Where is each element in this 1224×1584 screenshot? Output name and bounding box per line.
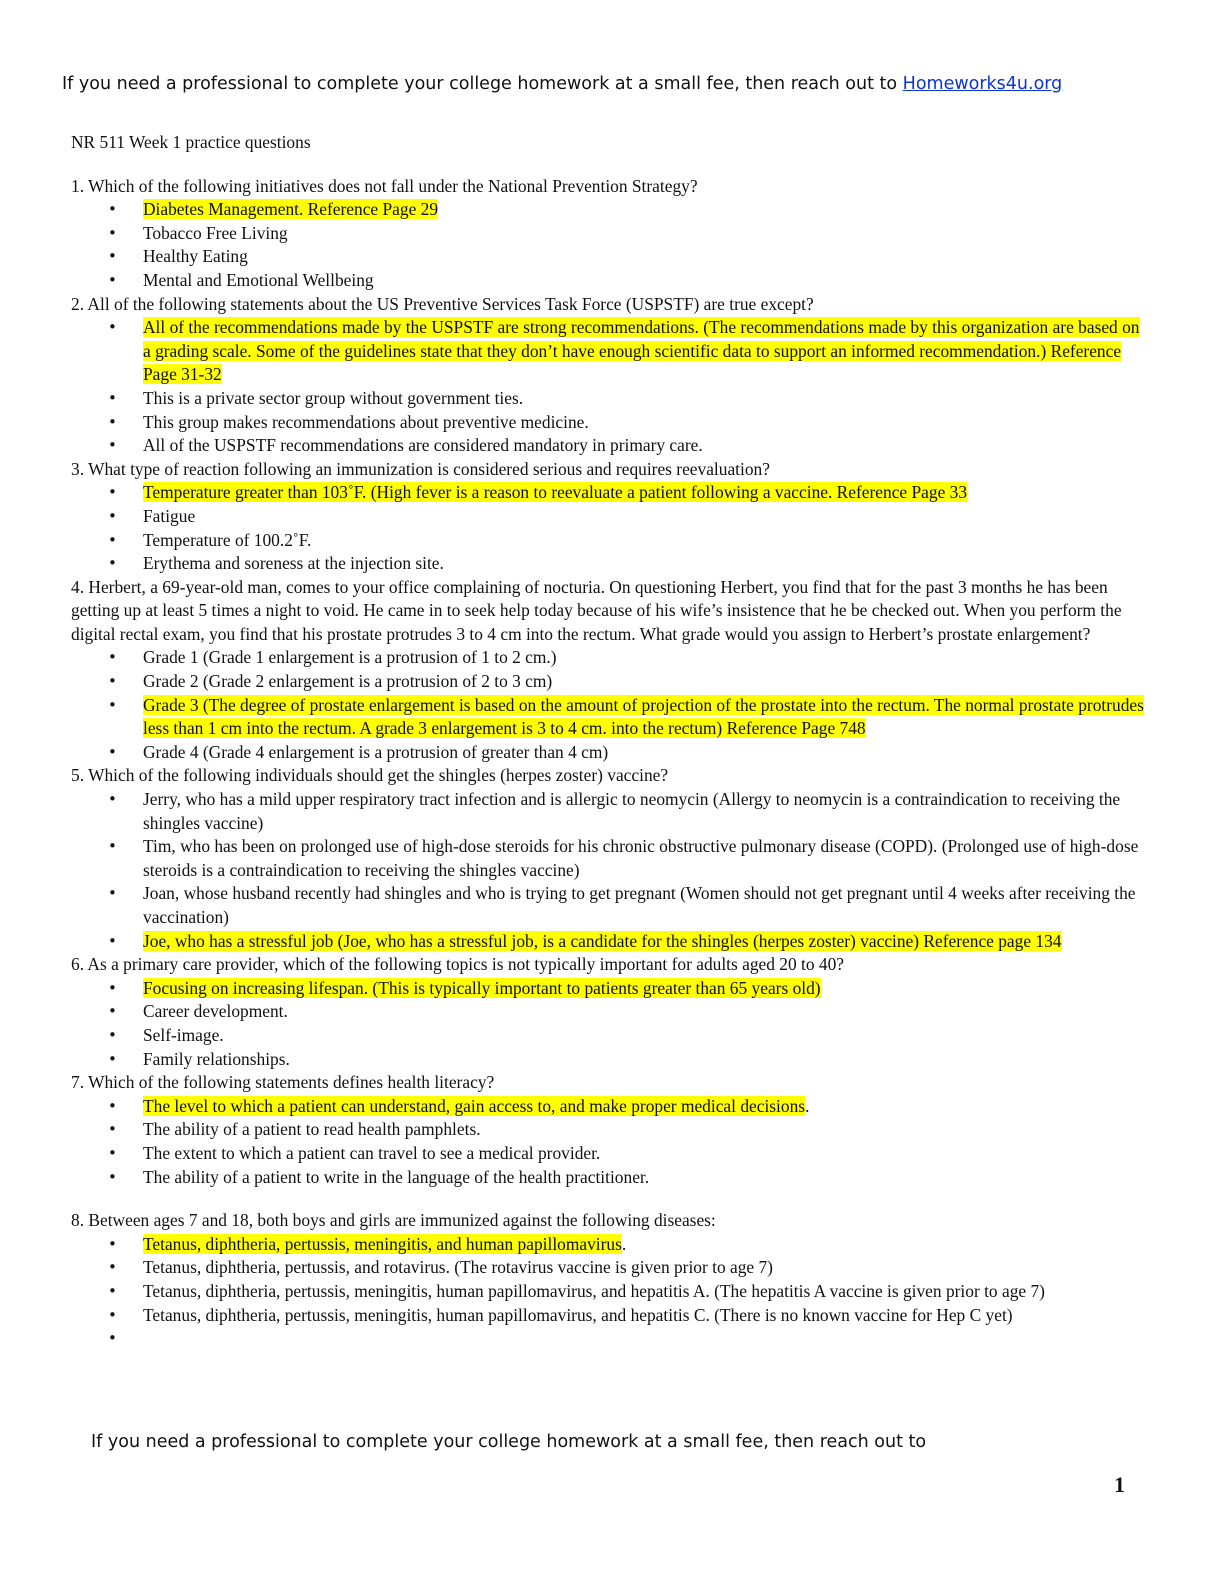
- answer-option: [71, 1118, 1151, 1142]
- answer-option: [71, 694, 1151, 741]
- highlighted-answer: Grade 3 (The degree of prostate enlargement is based on the amount of projection of the prostate into the rectum. The normal prostate protrudes less than 1 cm into the rectum. A grade 3 enlargement is 3 to 4 cm. into the rectum) Reference Page 748: [143, 694, 1144, 739]
- option-text: Temperature of 100.2˚F.: [143, 529, 312, 550]
- answer-option: [71, 387, 1151, 411]
- answer-option: [71, 269, 1151, 293]
- question-3-options: [71, 481, 1151, 575]
- answer-option: [71, 411, 1151, 435]
- answer-option: [71, 505, 1151, 529]
- option-text: Career development.: [143, 1001, 288, 1022]
- question-6-options: [71, 977, 1151, 1071]
- document-title: NR 511 Week 1 practice questions: [71, 132, 311, 152]
- question-2-stem: 2. All of the following statements about the US Preventive Services Task Force (USPSTF) are true except?: [71, 293, 814, 314]
- promo-header: [62, 74, 1182, 94]
- answer-option: [71, 741, 1151, 765]
- question-8-stem: 8. Between ages 7 and 18, both boys and girls are immunized against the following diseases:: [71, 1210, 716, 1231]
- question-5-stem: 5. Which of the following individuals should get the shingles (herpes zoster) vaccine?: [71, 765, 669, 786]
- option-text: Tetanus, diphtheria, pertussis, meningitis, human papillomavirus, and hepatitis A. (The hepatitis A vaccine is given prior to age 7): [143, 1280, 1045, 1301]
- answer-option: [71, 529, 1151, 553]
- promo-footer: If you need a professional to complete your college homework at a small fee, then reach out to: [91, 1432, 927, 1452]
- document-body: [71, 131, 1151, 1327]
- option-text: Tobacco Free Living: [143, 222, 288, 243]
- answer-option: [71, 646, 1151, 670]
- option-text: Erythema and soreness at the injection site.: [143, 553, 444, 574]
- answer-option: [71, 1000, 1151, 1024]
- answer-option: [71, 788, 1151, 835]
- blank-line: [71, 1189, 1151, 1209]
- answer-option: [71, 1256, 1151, 1280]
- highlighted-answer: Focusing on increasing lifespan. (This is typically important to patients greater than 65 years old): [143, 977, 821, 998]
- question-4-stem: 4. Herbert, a 69-year-old man, comes to your office complaining of nocturia. On questioning Herbert, you find that for the past 3 months he has been getting up at least 5 times a night to void. He came in to seek help today because of his wife’s insistence that he be checked out. When you perform the digital rectal exam, you find that his prostate protrudes 3 to 4 cm into the rectum. What grade would you assign to Herbert’s prostate enlargement?: [71, 576, 1122, 644]
- option-text: Healthy Eating: [143, 246, 248, 267]
- question-1-options: [71, 198, 1151, 292]
- answer-option: [71, 1024, 1151, 1048]
- answer-option: [71, 198, 1151, 222]
- question-8-options: [71, 1233, 1151, 1327]
- option-text: Tim, who has been on prolonged use of high-dose steroids for his chronic obstructive pulmonary disease (COPD). (Prolonged use of high-dose steroids is a contraindication to receiving the shingles vaccine): [143, 836, 1139, 880]
- option-text: Joan, whose husband recently had shingles and who is trying to get pregnant (Women should not get pregnant until 4 weeks after receiving the vaccination): [143, 883, 1136, 927]
- option-text: Self-image.: [143, 1024, 224, 1045]
- option-text: Tetanus, diphtheria, pertussis, and rotavirus. (The rotavirus vaccine is given prior to age 7): [143, 1257, 773, 1278]
- answer-option: [71, 1048, 1151, 1072]
- option-text: Grade 2 (Grade 2 enlargement is a protrusion of 2 to 3 cm): [143, 671, 553, 692]
- answer-option: [71, 316, 1151, 387]
- highlighted-answer: Diabetes Management. Reference Page 29: [143, 199, 439, 220]
- answer-option: [71, 1166, 1151, 1190]
- question-2-options: [71, 316, 1151, 458]
- question-3-stem: 3. What type of reaction following an immunization is considered serious and requires reevaluation?: [71, 458, 770, 479]
- question-1-stem: 1. Which of the following initiatives does not fall under the National Prevention Strategy?: [71, 175, 698, 196]
- option-text: Grade 4 (Grade 4 enlargement is a protrusion of greater than 4 cm): [143, 741, 609, 762]
- answer-option: [71, 245, 1151, 269]
- highlighted-answer: Tetanus, diphtheria, pertussis, meningitis, and human papillomavirus: [143, 1233, 622, 1254]
- homeworks-link[interactable]: Homeworks4u.org: [902, 74, 1063, 94]
- highlighted-answer: Temperature greater than 103˚F. (High fever is a reason to reevaluate a patient following a vaccine. Reference Page 33: [143, 482, 968, 503]
- option-text: .: [805, 1095, 810, 1116]
- answer-option: [71, 882, 1151, 929]
- option-text: The ability of a patient to read health pamphlets.: [143, 1119, 481, 1140]
- question-4-options: [71, 646, 1151, 764]
- question-5-options: [71, 788, 1151, 953]
- answer-option: [71, 1095, 1151, 1119]
- option-text: Mental and Emotional Wellbeing: [143, 269, 374, 290]
- option-text: Grade 1 (Grade 1 enlargement is a protrusion of 1 to 2 cm.): [143, 647, 557, 668]
- question-7-options: [71, 1095, 1151, 1189]
- option-text: The extent to which a patient can travel to see a medical provider.: [143, 1142, 601, 1163]
- highlighted-answer: Joe, who has a stressful job (Joe, who has a stressful job, is a candidate for the shingles (herpes zoster) vaccine) Reference page 134: [143, 930, 1062, 951]
- promo-header-text: If you need a professional to complete your college homework at a small fee, then reach out to: [62, 74, 903, 94]
- option-text: Fatigue: [143, 505, 196, 526]
- highlighted-answer: All of the recommendations made by the USPSTF are strong recommendations. (The recommendations made by this organization are based on a grading scale. Some of the guidelines state that they don’t have enough scientific data to support an informed recommendation.) Reference Page 31-32: [143, 317, 1140, 385]
- option-text: .: [621, 1233, 627, 1254]
- option-text: All of the USPSTF recommendations are considered mandatory in primary care.: [143, 435, 703, 456]
- question-7-stem: 7. Which of the following statements defines health literacy?: [71, 1072, 495, 1093]
- option-text: The ability of a patient to write in the language of the health practitioner.: [143, 1166, 650, 1187]
- option-text: This group makes recommendations about preventive medicine.: [143, 411, 589, 432]
- highlighted-answer: The level to which a patient can understand, gain access to, and make proper medical decisions: [143, 1095, 806, 1116]
- answer-option: [71, 222, 1151, 246]
- answer-option: [71, 977, 1151, 1001]
- page-number: 1: [1114, 1472, 1125, 1497]
- option-text: Tetanus, diphtheria, pertussis, meningitis, human papillomavirus, and hepatitis C. (There is no known vaccine for Hep C yet): [143, 1304, 1013, 1325]
- answer-option: [71, 481, 1151, 505]
- answer-option: [71, 670, 1151, 694]
- answer-option: [71, 835, 1151, 882]
- option-text: Family relationships.: [143, 1048, 290, 1069]
- answer-option: [71, 1142, 1151, 1166]
- question-6-stem: 6. As a primary care provider, which of the following topics is not typically important for adults aged 20 to 40?: [71, 954, 845, 975]
- answer-option: [71, 552, 1151, 576]
- answer-option: [71, 434, 1151, 458]
- answer-option: [71, 930, 1151, 954]
- answer-option: [71, 1280, 1151, 1304]
- answer-option: [71, 1304, 1151, 1328]
- option-text: This is a private sector group without government ties.: [143, 387, 524, 408]
- option-text: Jerry, who has a mild upper respiratory tract infection and is allergic to neomycin (Allergy to neomycin is a contraindication to receiving the shingles vaccine): [143, 789, 1121, 833]
- answer-option: [71, 1233, 1151, 1257]
